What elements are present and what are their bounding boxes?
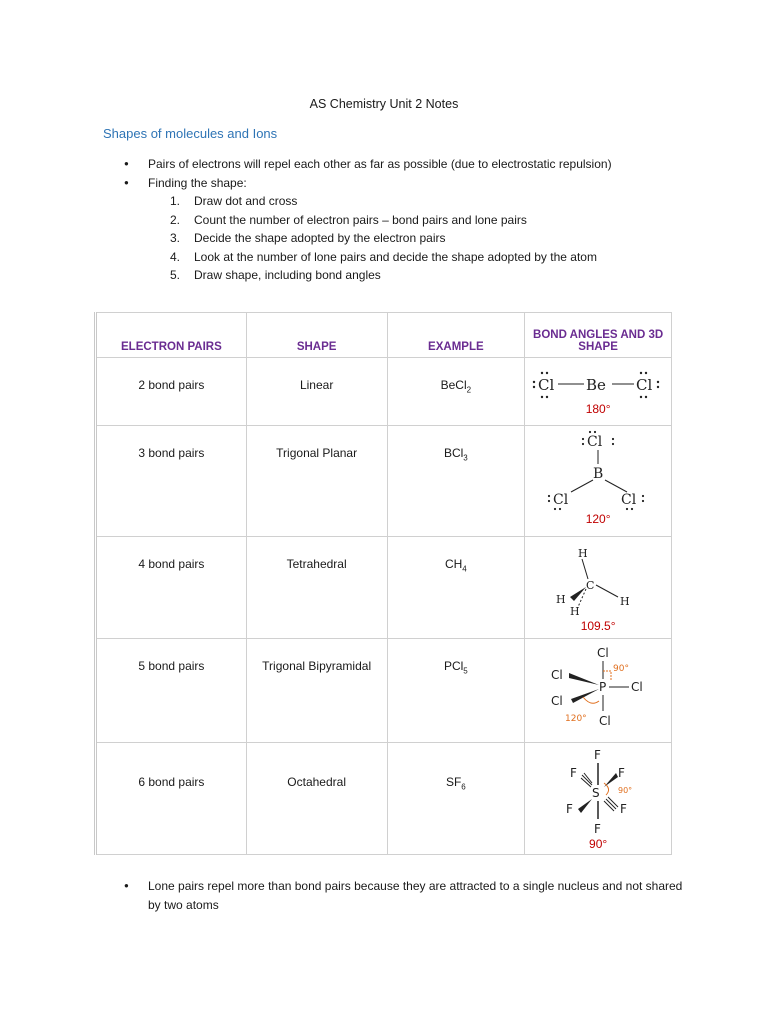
section-heading: Shapes of molecules and Ions	[103, 126, 278, 141]
cell-electron-pairs: 5 bond pairs	[96, 639, 247, 743]
table-row	[96, 743, 672, 855]
pcl5-p: P	[599, 680, 607, 694]
bcl3-cl-top: Cl	[587, 434, 603, 450]
sf6-f-right-up: F	[618, 766, 625, 780]
pcl5-diagram	[543, 645, 653, 731]
cell-diagram	[525, 743, 672, 855]
sf6-s: S	[592, 786, 600, 800]
becl2-cl-right: Cl	[636, 376, 653, 394]
sf6-diagram	[548, 747, 648, 837]
sf6-f-bottom: F	[594, 822, 601, 836]
step-number: 5.	[170, 268, 181, 282]
ch4-h-bottom: H	[570, 605, 580, 618]
step-text: Draw shape, including bond angles	[194, 268, 381, 282]
bond-angle: 120°	[585, 512, 611, 526]
pcl5-cl-left-up: Cl	[551, 668, 563, 682]
cell-electron-pairs: 6 bond pairs	[96, 743, 247, 855]
step-number: 1.	[170, 194, 181, 208]
cell-diagram	[525, 537, 672, 639]
bullet-text: Finding the shape:	[148, 175, 247, 190]
step-text: Decide the shape adopted by the electron pairs	[194, 231, 446, 245]
sf6-angle-90: 90°	[618, 786, 633, 795]
pcl5-cl-top: Cl	[597, 646, 609, 660]
step-item	[170, 266, 612, 285]
ch4-h-right: H	[620, 595, 630, 608]
becl2-cl-left: Cl	[538, 376, 555, 394]
step-item	[170, 192, 612, 211]
bond-angle: 109.5°	[580, 619, 616, 633]
step-item	[170, 229, 612, 248]
pcl5-cl-bottom: Cl	[599, 714, 611, 728]
step-text: Draw dot and cross	[194, 194, 298, 208]
intro-bullets	[124, 155, 612, 285]
sf6-f-left-up: F	[570, 766, 577, 780]
cell-example: $SF_6$	[387, 743, 525, 855]
cell-electron-pairs: 3 bond pairs	[96, 426, 247, 537]
step-item	[170, 248, 612, 267]
cell-example: $CH_4$	[387, 537, 525, 639]
footer-bullets	[124, 877, 684, 914]
header-electron-pairs: ELECTRON PAIRS	[96, 313, 247, 358]
bond-angle: 180°	[585, 402, 611, 416]
sf6-f-right-down: F	[620, 802, 627, 816]
cell-example: PCl$_5$	[387, 639, 525, 743]
cell-shape: Octahedral	[246, 743, 387, 855]
cell-shape: Tetrahedral	[246, 537, 387, 639]
molecule-shapes-table	[94, 312, 672, 855]
ch4-c: C	[586, 579, 595, 592]
pcl5-cl-right: Cl	[631, 680, 643, 694]
bullet-item: ● Lone pairs repel more than bond pairs because they are attracted to a single nucleus and not shared by two atoms	[124, 877, 684, 914]
bcl3-b: B	[593, 466, 604, 482]
cell-shape: Trigonal Planar	[246, 426, 387, 537]
becl2-diagram	[528, 366, 668, 402]
table-header-row	[96, 313, 672, 358]
ch4-diagram	[548, 543, 648, 619]
sf6-f-top: F	[594, 748, 601, 762]
bcl3-cl-left: Cl	[553, 492, 569, 508]
step-item	[170, 211, 612, 230]
pcl5-angle-90: 90°	[613, 664, 630, 674]
bond-angle: 90°	[589, 837, 608, 851]
cell-example: BCl$_3$	[387, 426, 525, 537]
becl2-be: Be	[586, 376, 606, 394]
table-row	[96, 426, 672, 537]
cell-diagram	[525, 358, 672, 426]
cell-electron-pairs: 4 bond pairs	[96, 537, 247, 639]
step-number: 3.	[170, 231, 181, 245]
document-title: AS Chemistry Unit 2 Notes	[309, 97, 459, 111]
pcl5-angle-120: 120°	[565, 714, 587, 724]
ch4-h-left: H	[556, 593, 566, 606]
header-bond-angles: BOND ANGLES AND 3D SHAPE	[525, 313, 672, 358]
step-number: 4.	[170, 249, 181, 264]
cell-shape: Linear	[246, 358, 387, 426]
ch4-h-top: H	[578, 547, 588, 560]
step-text: Look at the number of lone pairs and decide the shape adopted by the atom	[194, 249, 597, 264]
step-number: 2.	[170, 212, 181, 227]
table-row	[96, 358, 672, 426]
header-shape: SHAPE	[246, 313, 387, 358]
cell-example: BeCl$_2$	[387, 358, 525, 426]
cell-electron-pairs: 2 bond pairs	[96, 358, 247, 426]
cell-diagram	[525, 426, 672, 537]
header-example: EXAMPLE	[387, 313, 525, 358]
sf6-f-left-down: F	[566, 802, 573, 816]
bullet-item	[124, 174, 612, 285]
bcl3-cl-right: Cl	[621, 492, 637, 508]
step-text: Count the number of electron pairs – bond pairs and lone pairs	[194, 212, 527, 227]
table-row	[96, 639, 672, 743]
bullet-item: ● Pairs of electrons will repel each other as far as possible (due to electrostatic repulsion)	[124, 155, 612, 174]
table-row	[96, 537, 672, 639]
steps-list	[148, 192, 612, 285]
cell-diagram	[525, 639, 672, 743]
cell-shape: Trigonal Bipyramidal	[246, 639, 387, 743]
bcl3-diagram	[543, 430, 653, 512]
pcl5-cl-left-down: Cl	[551, 694, 563, 708]
